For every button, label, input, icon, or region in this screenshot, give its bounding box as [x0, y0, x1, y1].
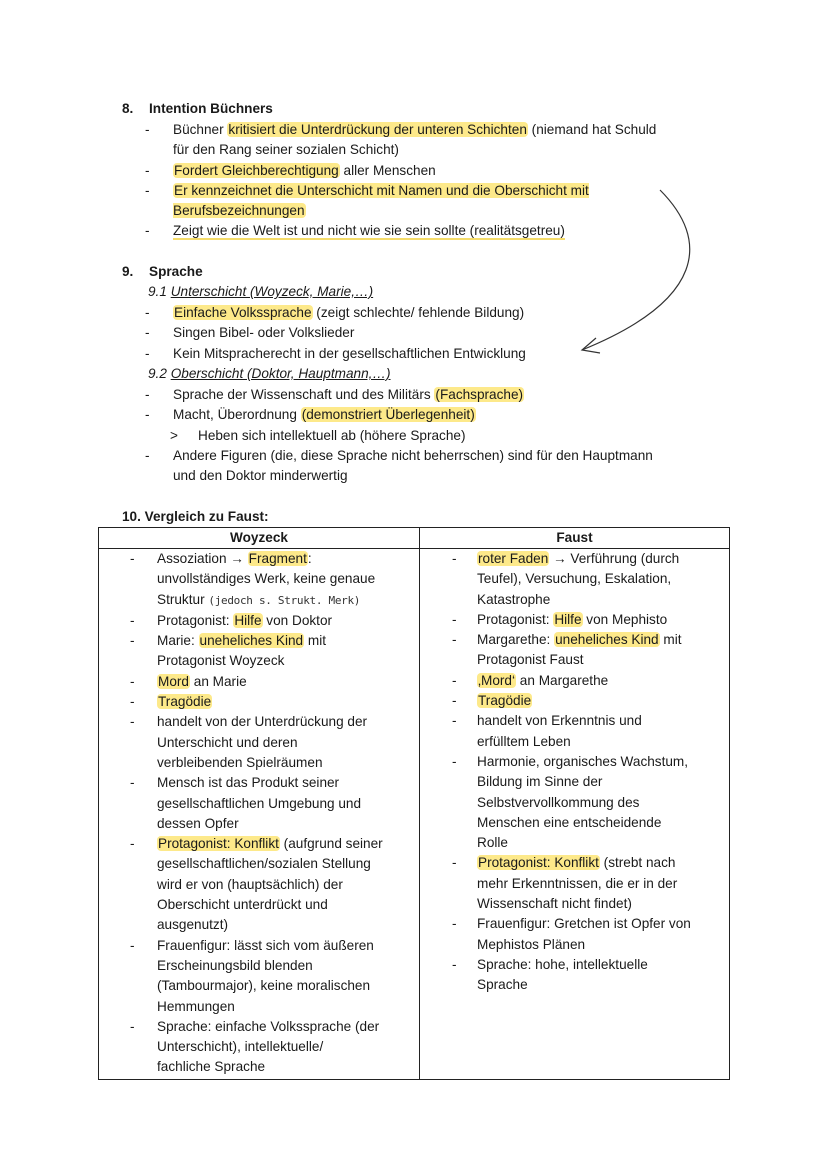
subheading-number: 9.1 — [148, 284, 167, 299]
text-segment: mit Protagonist Faust — [477, 632, 682, 668]
list-item — [145, 303, 745, 323]
list-item-text — [157, 834, 383, 935]
list-item-text — [173, 385, 524, 405]
bullet-marker: - — [130, 612, 135, 628]
highlighted-text: Er kennzeichnet die Unterschicht mit Namen und die Oberschicht mit Berufsbezeichnungen — [173, 182, 589, 219]
bullet-marker: - — [130, 937, 135, 953]
list-item-text — [157, 1017, 379, 1078]
highlighted-text: Tragödie — [478, 693, 532, 709]
highlighted-text: Fragment — [248, 551, 307, 566]
text-segment: Margarethe: — [477, 632, 555, 648]
list-item-text — [173, 323, 354, 343]
list-item-text — [477, 691, 532, 711]
text-segment: (zeigt schlechte/ fehlende Bildung) — [312, 305, 525, 320]
list-item — [130, 549, 419, 611]
list-item-text — [477, 549, 679, 610]
bullet-marker: - — [452, 956, 457, 972]
text-segment: an Margarethe — [516, 672, 609, 688]
list-item — [130, 631, 419, 672]
list-item-text — [157, 692, 212, 712]
text-segment: → Verführung (durch Teufel), Versuchung, Eskalation, Katastrophe — [477, 551, 680, 607]
text-segment: Frauenfigur: Gretchen ist Opfer von Mephistos Plänen — [477, 916, 691, 952]
list-item — [452, 691, 729, 711]
highlighted-text: Protagonist: Konflikt — [478, 855, 599, 871]
bullet-marker: - — [452, 551, 457, 566]
text-segment: (strebt nach mehr Erkenntnissen, die er in der Wissenschaft nicht findet) — [477, 855, 678, 912]
text-segment: von Doktor — [262, 612, 333, 628]
list-item-text — [198, 426, 466, 446]
bullet-marker: - — [452, 632, 457, 648]
section-9-number: 9. — [122, 264, 134, 279]
list-item-text — [173, 221, 565, 241]
bullet-marker: > — [170, 427, 178, 443]
list-item-text — [173, 344, 526, 364]
text-segment: Singen Bibel- oder Volkslieder — [173, 325, 355, 341]
highlighted-text: kritisiert die Unterdrückung der unteren Schichten — [228, 122, 527, 137]
text-segment: (niemand hat Schuld für den Rang seiner sozialen Schicht) — [173, 122, 657, 158]
list-item — [130, 692, 419, 712]
comparison-table — [98, 527, 730, 1080]
list-item — [130, 1017, 419, 1078]
bullet-marker: - — [145, 407, 150, 423]
list-item — [130, 611, 419, 631]
section-9-1-list — [145, 303, 745, 364]
text-segment: handelt von der Unterdrückung der Unterschicht und deren verbleibenden Spielräumen — [157, 714, 368, 770]
list-item-text — [173, 303, 524, 323]
bullet-marker: - — [145, 182, 150, 198]
bullet-marker: - — [145, 387, 150, 402]
text-segment: Assoziation → — [157, 551, 248, 566]
list-item — [130, 936, 419, 1017]
list-item — [145, 120, 745, 161]
bullet-marker: - — [452, 672, 457, 688]
list-item — [452, 711, 729, 752]
subheading-oberschicht — [148, 364, 391, 384]
section-9-title: Sprache — [149, 264, 203, 279]
highlighted-text: Einfache Volkssprache — [174, 305, 312, 320]
list-item-text — [477, 610, 667, 630]
list-item-text — [173, 161, 436, 181]
column-header-faust: Faust — [420, 528, 730, 549]
text-segment: : unvollständiges Werk, keine genaue Struktur — [157, 551, 376, 607]
bullet-marker: - — [130, 551, 135, 566]
bullet-marker: - — [145, 325, 150, 341]
highlighted-text: (demonstriert Überlegenheit) — [301, 407, 475, 423]
text-segment: Protagonist: — [477, 611, 554, 627]
list-item-text — [477, 711, 642, 752]
subheading-label: Oberschicht (Doktor, Hauptmann,…) — [170, 366, 391, 381]
bullet-marker: - — [130, 1018, 135, 1034]
subheading-number: 9.2 — [148, 366, 167, 381]
text-segment: aller Menschen — [339, 162, 436, 178]
bullet-marker: - — [130, 775, 135, 791]
section-8-number: 8. — [122, 101, 134, 116]
highlighted-text: (Fachsprache) — [435, 387, 524, 402]
text-segment: Kein Mitspracherecht in der gesellschaftlichen Entwicklung — [173, 345, 526, 361]
woyzeck-cell — [99, 549, 419, 1078]
highlighted-text: ‚Mord‘ — [478, 672, 516, 688]
highlighted-text: Hilfe — [554, 611, 582, 627]
list-item — [452, 671, 729, 691]
list-item-text — [157, 549, 375, 611]
faust-cell — [420, 549, 729, 996]
bullet-marker: - — [452, 855, 457, 871]
bullet-marker: - — [130, 836, 135, 852]
handwritten-note: (jedoch s. Strukt. Merk) — [208, 593, 361, 607]
bullet-marker: - — [452, 916, 457, 932]
subheading-label: Unterschicht (Woyzeck, Marie,…) — [170, 284, 374, 299]
list-item — [145, 446, 765, 487]
bullet-marker: - — [452, 693, 457, 709]
subheading-unterschicht — [148, 282, 373, 302]
list-item — [452, 630, 729, 671]
list-item — [130, 712, 419, 773]
text-segment: Andere Figuren (die, diese Sprache nicht beherrschen) sind für den Hauptmann und den Doktor minderwertig — [173, 447, 653, 484]
list-item — [452, 549, 729, 610]
section-9-2-list — [145, 385, 765, 486]
text-segment: Sprache: hohe, intellektuelle Sprache — [477, 956, 648, 993]
text-segment: Büchner — [173, 122, 228, 137]
list-item — [145, 426, 765, 446]
list-item-text — [157, 631, 326, 672]
text-segment: Marie: — [157, 633, 199, 649]
bullet-marker: - — [145, 162, 150, 178]
list-item-text — [157, 773, 361, 834]
list-item-text — [477, 955, 648, 996]
list-item — [130, 672, 419, 692]
text-segment: Mensch ist das Produkt seiner gesellschaftlichen Umgebung und dessen Opfer — [157, 775, 362, 831]
bullet-marker: - — [130, 673, 135, 689]
list-item — [452, 955, 729, 996]
highlighted-text: Protagonist: Konflikt — [158, 836, 279, 852]
list-item-text — [477, 752, 688, 853]
text-segment: Protagonist: — [157, 612, 234, 628]
bullet-marker: - — [452, 713, 457, 729]
list-item-text — [157, 712, 367, 773]
list-item — [130, 773, 419, 834]
text-segment: Frauenfigur: lässt sich vom äußeren Erscheinungsbild blenden (Tambourmajor), keine moralischen Hemmungen — [157, 937, 374, 1014]
bullet-marker: - — [145, 447, 150, 463]
bullet-marker: - — [130, 694, 135, 710]
list-item-text — [173, 446, 653, 487]
bullet-marker: - — [130, 633, 135, 649]
text-segment: Sprache der Wissenschaft und des Militärs — [173, 387, 435, 402]
list-item — [145, 323, 745, 343]
text-segment: handelt von Erkenntnis und erfülltem Leben — [477, 713, 642, 749]
highlighted-text: roter Faden — [478, 551, 549, 566]
bullet-marker: - — [145, 305, 150, 320]
text-segment: Sprache: einfache Volkssprache (der Unterschicht), intellektuelle/ fachliche Sprache — [157, 1018, 380, 1075]
list-item-text — [173, 181, 589, 222]
text-segment: an Marie — [189, 673, 247, 689]
bullet-marker: - — [452, 611, 457, 627]
section-10-title: 10. Vergleich zu Faust: — [122, 509, 269, 524]
list-item — [452, 914, 729, 955]
highlighted-text: Mord — [158, 673, 189, 689]
bullet-marker: - — [145, 223, 150, 239]
bullet-marker: - — [452, 753, 457, 769]
text-segment: Macht, Überordnung — [173, 407, 301, 423]
list-item — [452, 610, 729, 630]
highlighted-text: Fordert Gleichberechtigung — [174, 162, 339, 178]
list-item — [452, 853, 729, 914]
list-item — [145, 385, 765, 405]
underlined-text: Zeigt wie die Welt ist und nicht wie sie sein sollte (realitätsgetreu) — [173, 223, 565, 239]
list-item — [145, 161, 745, 181]
highlighted-text: uneheliches Kind — [555, 632, 659, 648]
list-item — [452, 752, 729, 853]
list-item — [130, 834, 419, 935]
text-segment: Heben sich intellektuell ab (höhere Sprache) — [198, 427, 466, 443]
list-item-text — [157, 672, 247, 692]
list-item-text — [477, 914, 691, 955]
bullet-marker: - — [130, 714, 135, 730]
highlighted-text: uneheliches Kind — [199, 633, 304, 649]
list-item-text — [173, 405, 476, 425]
bullet-marker: - — [145, 345, 150, 361]
list-item — [145, 405, 765, 425]
text-segment: mit Protagonist Woyzeck — [157, 633, 326, 669]
list-item-text — [173, 120, 656, 161]
section-8-title: Intention Büchners — [149, 101, 273, 116]
list-item-text — [157, 936, 374, 1017]
list-item-text — [477, 630, 682, 671]
column-header-woyzeck: Woyzeck — [99, 528, 420, 549]
text-segment: (aufgrund seiner gesellschaftlichen/sozialen Stellung wird er von (hauptsächlich) der Oberschicht unterdrückt und ausgenutzt) — [157, 836, 383, 933]
list-item-text — [477, 853, 677, 914]
highlighted-text: Hilfe — [234, 612, 262, 628]
text-segment: von Mephisto — [582, 611, 668, 627]
highlighted-text: Tragödie — [158, 694, 212, 710]
list-item-text — [157, 611, 332, 631]
text-segment: Harmonie, organisches Wachstum, Bildung im Sinne der Selbstvervollkommung des Menschen eine entscheidende Rolle — [477, 753, 689, 851]
list-item — [145, 344, 745, 364]
list-item-text — [477, 671, 608, 691]
bullet-marker: - — [145, 122, 150, 137]
